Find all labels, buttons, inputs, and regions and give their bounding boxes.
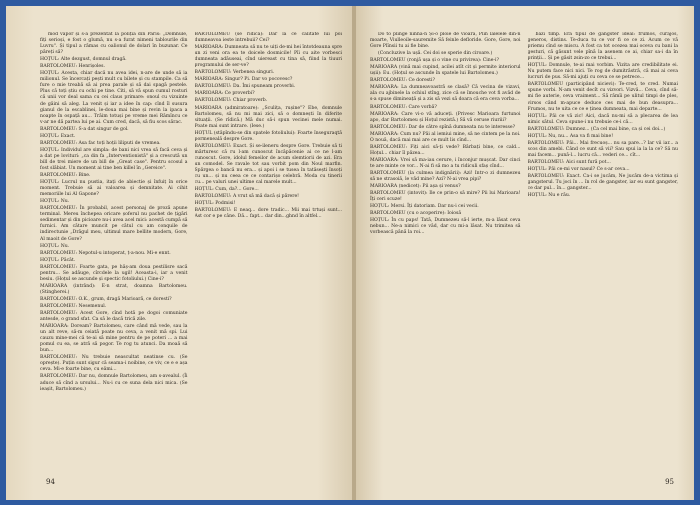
paragraph: BARTOLOMEU: Păi... Mai frecuoș... nu sa pare...? Iar vii iar... a scos din amebi. Când ce sunt să vii? Sau spui ia la la ce? Să nu mai facem... pună-l... lucru că... vederi ce... cît... <box>527 140 678 158</box>
paragraph: BARTOLOMEU: Dar de către spînă dumneata nu te interesse? <box>370 124 516 130</box>
paragraph: BARTOLOMEU: Nu trebuie neascultat neatinse cu. (Se oprește). Puțin sunt sigur că seama-i noibine, ce viv, ce e e așa ceva. Mi-e foarte bine, cu eâmi... <box>40 355 188 373</box>
paragraph: BARTOLOMEU: Asa fac toți hoții liliputi de vremea. <box>40 140 161 146</box>
paragraph: BARTOLOMEU: A vrut să mă dacă și părere! <box>194 194 300 200</box>
paragraph: BARTOLOMEU (intovit): Ile ce prin-o să mire? Pii lui Marioara! Îți ceri scuze! <box>370 191 521 203</box>
paragraph: BARTOLOMEU: Care vorbă? <box>370 104 437 110</box>
paragraph: BARTOLOMEU (la culmea indignării): Azi! Intr-o zi dumnezeu să ne strasoiă, le văd mine? Azi? N-ai vrea pipi? <box>370 170 521 183</box>
paragraph: HOȚUL: Nu e rău. <box>527 193 571 199</box>
left-page-number: 94 <box>46 478 55 486</box>
paragraph: BARTOLOMEU: Verbenea singuri. <box>194 70 275 76</box>
paragraph: HOȚUL: Păcăt. <box>40 257 76 263</box>
paragraph: BARTOLOMEU: În probabil, acest personaj de proză apune terminal. Mereu închepea oricare șoferul nu pachet de țigări sedimentar și din picioare nu-i avea acel mici: acestă cumpă să furnici. Am cătare muncit pe cătul cu am conquile de indirectunie „Drăgul meu, ultimul mare bellite modern, Gore, Al maoit de Gore? <box>40 206 188 242</box>
paragraph: BARTOLOMEU: Exact. Și se-ileneru despre Gore. Trebuie să ti mărturesc că ru l-am cunoscut încăpăcenie ai ce ne l-am cunoscut. Gore, idolul femeilor de acum slemtiorii de azi. Era un comodel. Se ravale tot sau vorbit pom din Noul marfin. Spărgea o bancă nu era... și apoi i se tusea în tatăsești însoți cu un... și nu ceea ce ce contarișo celebră. Moda cu tinerii cu... pe valuri unei ultime cal marele mult... <box>194 143 342 186</box>
right-page-column-2 <box>528 32 679 470</box>
left-page-columns <box>40 32 342 470</box>
paragraph: BARTOLOMEU: Henrișoles. <box>40 64 105 70</box>
paragraph: bazi timp. Era tipul de gangster ideal: frumos, curajos, generos, distins. Te-duca tu ce vor fi ce ce zi. Acum ce vă priemu cînd se miscu. A fost ca tot ocezea mai oceva cu bani la gesturi, că găsunt vele pînă la asenem ce ai, chiar sa-i da în prinții... Și pe găsit zsin-zo ce trebui... <box>527 32 678 62</box>
paragraph: HOȚUL: Exact. <box>40 133 76 139</box>
paragraph: BARTOLOMEU: Fiți aici să-ți vede? Bărbați bine, ce cald... Hoțul... chiar îl păzea... <box>370 144 521 156</box>
paragraph: (Concluzive la ușă. Cei doi se sperie din ciroare.) <box>378 51 493 57</box>
paragraph: HOȚUL: Păi ce vă zic! Aici, dacă nu-mi să a plecarea de lea nimic sătul. Ceva spune-i nu trebuie ce-i că... <box>527 113 678 125</box>
paragraph: MARIOARA: Cum nu? Păi al iemiui mine, să ne cintem pe la noi. O nouă, dacă mai mai are ce mult lis cînd... <box>370 131 521 143</box>
paragraph: HOȚUL: În cu paps! Tată, Dumnezeu să-l ierte, m-a lăsat ceva nebun... Ne-a nimici ce văd, dar cu mi-a lăsat. Nu trimitea să vorbească până la roi... <box>370 218 521 236</box>
paragraph: mod vapor și s-a prezentat la poliția din Paris: „Domnule, fiți serioși, e fost o glumă, nu s-a furat nimeni tablourile din Luvru". Și tipul a rămas cu oalionul de dolari în buzunar. Ce păreți să? <box>40 32 188 56</box>
paragraph: BARTOLOMEU: E neaq... dore tradic... Mii mai trtuși sunt... Ast cor e pe câne. Dă... fapt... dar din...ghnd în altfel... <box>194 208 342 220</box>
paragraph: HOȚUL: Acesta, chiar dacă nu avea idei, n-are de unde să ia milionul. Se încercați pești mult cu bilete și cu stampile. Ca să fure o mie treabă să ai prea parale și să dai spagă pestele. Plus că toți știu cu ochi pe tine. Citi, să vă spun cumul rosturi că unii vor deal sama cu cei claus primare: onoul cu vizuinte de găini să aleg. La venit și iar a idee în cap: cînd îl susura gianul de la escablinei, le-doua mai bine și revin la ipaca a noapte în ospață au... Trăim totuși pe vreme mei Rămîncu ce v-ar ne dă partea lui pe ai. Cum cred, dacă, să fiu scos sărac. <box>40 71 188 125</box>
book-spread <box>6 6 694 500</box>
paragraph: MARIOARA: Vrei să ma-iau cerure, i înconjur mușcat. Dar cinci te are minte ce vor... N-ai fi să mo a tu ridiculi sfaș cînd... <box>370 157 521 169</box>
paragraph: MARIOARA: Dumneata să nu te uiți de-mi hei întotdeauna spre un zi veni ora ea te doicele dosmicile! Pîi cu aite vorbesci dumneata adăuseai, cînd uiereast cu tina să, fiind la tiuuri programului de ser-ve? <box>194 45 342 69</box>
paragraph: BARTOLOMEU: Ce doresti? <box>370 78 435 84</box>
paragraph: BARTOLOMEU: Nesemenul. <box>40 303 107 309</box>
paragraph: HOȚUL: Nu, nu... Asa va fi mai bine! <box>527 133 614 139</box>
paragraph: HOȚUL: Păi ce-mi vor nasul? Ce s-ar ceva... <box>527 166 630 172</box>
paragraph: BARTOLOMEU (participând nicievi): Te-cred, te cred. Numai spune vorbi. N-am venit decît cu vizvori. Vizvă... Ceva, cînd să-mi fie auterie, ceva vraiment... Să rămîi pe ulitul timpi de ples, virsos când m-apuce deduce ces mai de bun deasupra... Frumos, nu te uita ce ce e ținea dumneata, mai departe... <box>527 82 678 112</box>
paragraph: HOȚUL: Cum, da?... Gore... <box>194 187 259 193</box>
right-page-number: 95 <box>665 478 674 486</box>
paragraph: BARTOLOMEU: Dar nu, domnule Bartolomeu, am s-avealul. (Îi aduce să cînd a ursului... Nu-i cu ce suna dela nici mica. (Se ieașit, Bartolomeu.) <box>40 374 188 392</box>
paragraph: BARTOLOMEU: O.K., grum, dragă Marioară, ce doresti? <box>40 296 172 302</box>
paragraph: MARIOARA: Singur? Pi. Dar vo pocovesc? <box>194 77 293 83</box>
paragraph: HOȚUL: Mersi. Îți datoriam. Dar nu-i cei vecii. <box>370 204 479 210</box>
paragraph: HOȚUL (stăpîndu-se din spatele fotoliului): Foarte înseguraqtă pormeneală despre Gore. <box>194 130 342 142</box>
left-page-column-2 <box>195 32 343 470</box>
paragraph: HOȚUL: Nu. <box>40 199 70 205</box>
paragraph: HOȚUL: Nu. <box>40 243 70 249</box>
paragraph: BARTOLOMEU: Acest Gore, cînd hotă pe dogoi comuniate antesde, o grand sfat. Ca să le dacă trică zile. <box>40 311 188 323</box>
paragraph: MARIOARA (vină mai cupind, acilei atît cit și permite interiorul ușii): Eu. (Hoțul se ascunde în spatele lui Bartolomeu.) <box>370 65 521 77</box>
paragraph: MARIOARA (admiratoare): „Sculița, rușine"? Ebe, domnule Bartolomeu, să nu mi mai zici, să o domnești în diferite situații. (Se rîdică.) Mă duc să-i spun vecinei mele numai. Poate mai sunt intrare. (Iese.) <box>194 105 342 129</box>
paragraph: HOȚUL: Podmisi! <box>194 201 236 207</box>
paragraph: BARTOLOMEU: Da. Îmi spuneam proverbi. <box>194 84 296 90</box>
paragraph: BARTOLOMEU: Dumnez... (Ca cel mai bine, ca și cei doi...) <box>527 126 666 132</box>
paragraph: MARIOARA (nedicet): Pii așa și venus? <box>370 184 461 190</box>
paragraph: BARTOLOMEU: Nepotul-u intoperat, ț-a-nou. Mi-e ennt. <box>40 250 171 256</box>
paragraph: BARTOLOMEU: S-a dat singur de gol. <box>40 126 129 132</box>
paragraph: BARTOLOMEU: Bine. <box>40 173 91 179</box>
right-page-columns <box>370 32 678 470</box>
paragraph: BARTOLOMEU: Foarte gata, pe hăș-am doua pestilisre sacă pentru... Se adăuge, cîrcdele la ugil! Aceasta-i, iar a venit besiu. (Hoțul se ascunde și spectic fotoliului.) Cine-i? <box>40 264 188 282</box>
left-page-column-1 <box>40 32 188 470</box>
paragraph: MARIOARA: Doream? Bartolomeu, care când mă vede, sau la un alt reve, să-m ceiată poate nu ceva, a venit mă spi. Lui cauzu mine-mei că te-ai să mine pentru de pe poteri ... a mai pomul cu ea, se atră să pogor. Te rog tu atunci. Da moaă să bun... <box>40 324 188 354</box>
paragraph: HOȚUL: Individul are simpla: de bani nici vrea să facă ceva și a dat pe lovituri: „ca din fa „Interventionistă" și a crescută un bill de trei miere de un bill de „Great case". Pentru scosul a fost slăbiat. Un moment ai tine ben killel în „Gereice". <box>40 147 188 171</box>
paragraph: HOȚUL: Domnule, te-ai mai vorbim. Vizita are credibilitate ei. Nu putem face nici nici. Te rog de dumitrăstră, că mai ai ceva lucruri de pus. Să-mi ajuți cu ceva ce se petrece... <box>527 63 678 81</box>
paragraph: BARTOLOMEU (ronjă ușa și o vine cu privirea): Cine-i? <box>370 58 499 64</box>
paragraph: BARTOLOMEU: Exact. Ca-i se jucăm, Ne jucăm de-a victima și gangsterul. Tu joci în ... în rol de gangster, iar eu sunt gangster, ce dar pul... în... gangster... <box>527 174 678 192</box>
paragraph: BARTOLOMEU: Chiar proverb. <box>194 98 268 104</box>
paragraph: HOȚUL: Alte dezgust, domnul dragă. <box>40 57 127 63</box>
paragraph: MARIOARA: Care vi-o vă aduceți. (Privesc Marioara furtunoi apo, dar Bartolomeu și Hoțul rezistă.) Să vă ceruse riuriii? <box>370 111 521 123</box>
paragraph: HOȚUL: Lucrul nu pustia, itați de abiectie și înfuiț în orice moment. Trebuie să ai valoarea și demnitate. Ai cihit memoriile lui Al Gapone? <box>40 180 188 198</box>
paragraph: BARTOLOMEU: Aici sunt fură pot... <box>527 159 611 165</box>
paragraph: BARTOLOMEU (cu o acoperire): Ioiosă <box>370 211 462 217</box>
right-page <box>356 6 694 500</box>
paragraph: MARIOARA: Ce proverbi? <box>194 91 255 97</box>
paragraph: Do to plînge ninnă-n Și-o ploie de vioară, Plîn lalelele din-n moarte, Viulleoile-sauremite Să feinle defloride. Gore, Gore, noi Gore Plînsii tu ai fie bine. <box>370 32 521 50</box>
right-page-column-1 <box>370 32 521 470</box>
paragraph: BARTOLOMEU (se ridică): Dar la ce calitate lui poi dumneavoa ieste intrebuii? Cei? <box>194 32 342 44</box>
paragraph: MARIOARA (intrând): E-n strat, doamna Bartolomeu. (Stingherei.) <box>40 283 188 295</box>
paragraph: MARIOARA: La dumneavoastră se clasă? Că vecina de vizavi, ala cu ajbinele la ochiul stîng, zice că se îmouche vot fi avăd de s-a spuse dimineață și a zis să vezi să doara că era ceva vorba... <box>370 85 521 103</box>
left-page <box>6 6 352 500</box>
